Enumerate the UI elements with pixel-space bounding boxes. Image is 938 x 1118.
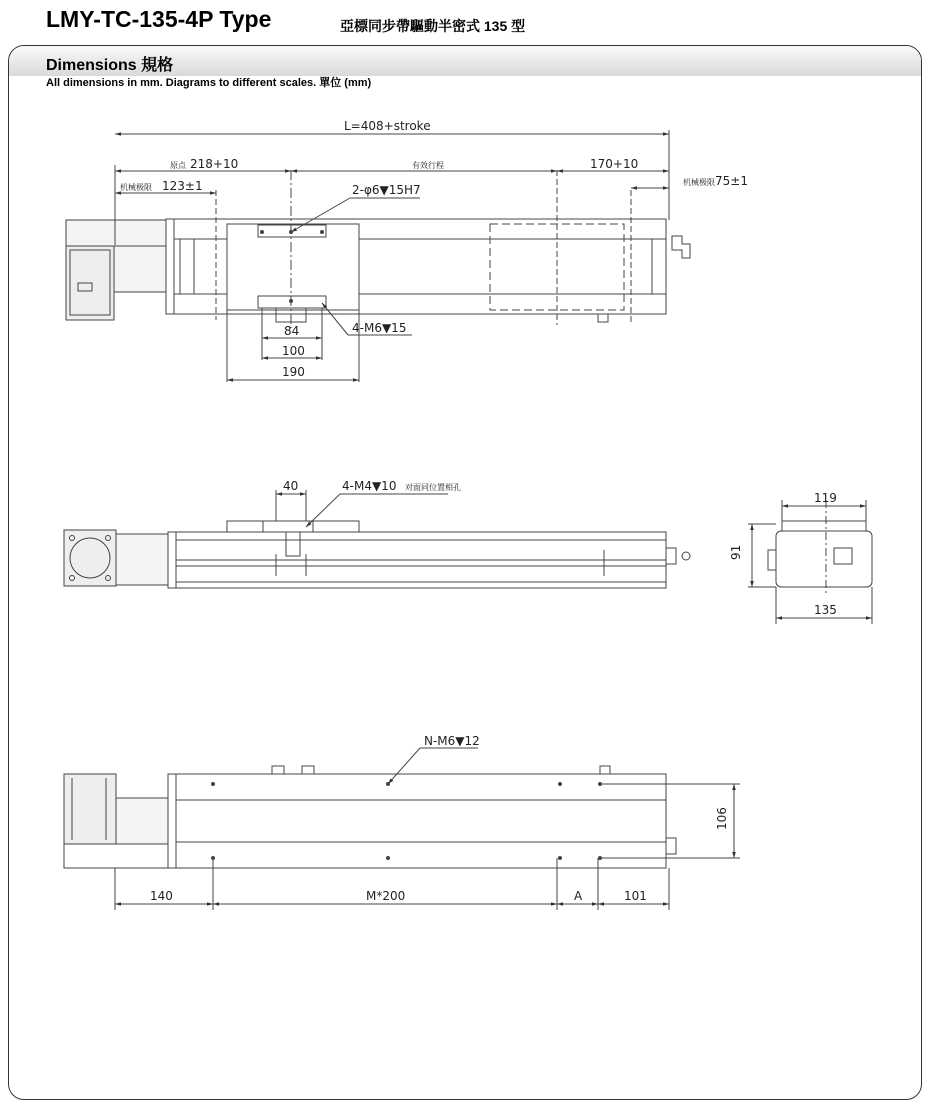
label-limit-right: 机械极限 xyxy=(683,178,715,187)
dim-119: 119 xyxy=(814,491,837,505)
dim-101: 101 xyxy=(624,889,647,903)
dim-106: 106 xyxy=(715,807,729,830)
end-view xyxy=(748,500,872,624)
dim-pitch: M*200 xyxy=(366,889,406,903)
dim-100: 100 xyxy=(282,344,305,358)
bottom-view-holes xyxy=(211,782,602,860)
label-side-tap-holes: 4-M4▼10 xyxy=(342,479,397,493)
section-note: All dimensions in mm. Diagrams to different scales. 單位 (mm) xyxy=(46,77,372,89)
dim-right-offset: 170+10 xyxy=(590,157,639,171)
bottom-view xyxy=(64,748,740,910)
dim-limit-right: 75±1 xyxy=(715,174,748,188)
side-view xyxy=(64,490,690,588)
section-title: Dimensions 規格 xyxy=(46,57,174,74)
dim-91: 91 xyxy=(729,544,743,560)
dim-190: 190 xyxy=(282,365,305,379)
dim-84: 84 xyxy=(284,324,300,338)
page-subtitle: 亞標同步帶驅動半密式 135 型 xyxy=(340,18,526,34)
page-title: LMY-TC-135-4P Type xyxy=(46,6,272,32)
dim-limit-left: 123±1 xyxy=(162,179,203,193)
label-side-tap-note: 对面同位置相孔 xyxy=(405,483,461,492)
dim-40: 40 xyxy=(283,479,299,493)
dim-length: L=408+stroke xyxy=(344,119,431,133)
label-tap-holes: 4-M6▼15 xyxy=(352,321,407,335)
dim-left-offset: 218+10 xyxy=(190,157,239,171)
dim-a: A xyxy=(574,889,583,903)
label-effective-stroke: 有效行程 xyxy=(412,161,444,170)
dim-135: 135 xyxy=(814,603,837,617)
label-limit-left: 机械极限 xyxy=(120,183,152,192)
dim-140: 140 xyxy=(150,889,173,903)
label-origin: 原点 xyxy=(170,161,186,170)
label-pin-holes: 2-φ6▼15H7 xyxy=(352,183,421,197)
label-bottom-holes: N-M6▼12 xyxy=(424,734,480,748)
